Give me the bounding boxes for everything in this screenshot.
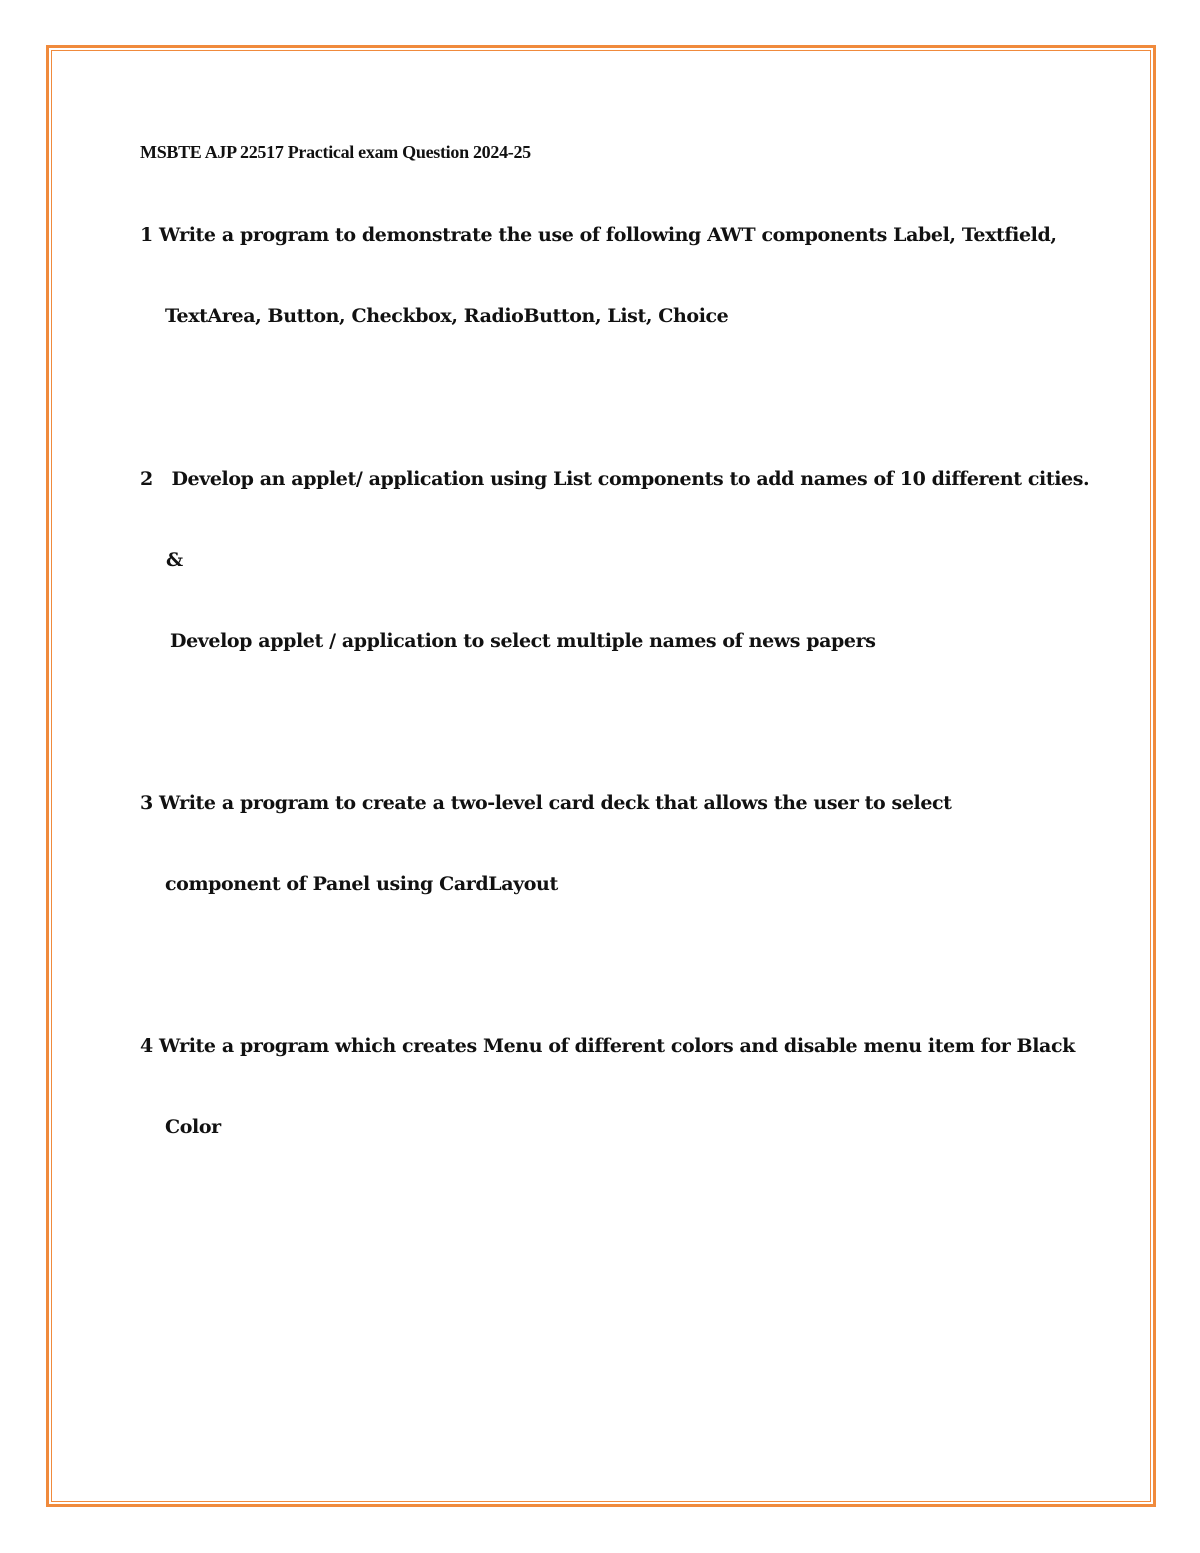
question-2-ampersand: & xyxy=(166,549,183,571)
question-2-line-3: Develop applet / application to select multiple names of news papers xyxy=(170,630,876,652)
document-heading: MSBTE AJP 22517 Practical exam Question 2024-25 xyxy=(140,142,531,162)
question-4-line-2: Color xyxy=(165,1116,221,1138)
page-border-inner xyxy=(51,50,1151,1502)
question-3-line-1: 3 Write a program to create a two-level card deck that allows the user to select xyxy=(140,792,952,814)
question-2-line-1: 2 Develop an applet/ application using List components to add names of 10 different cities. xyxy=(140,468,1090,490)
question-1-line-2: TextArea, Button, Checkbox, RadioButton, List, Choice xyxy=(165,305,729,327)
question-4-line-1: 4 Write a program which creates Menu of different colors and disable menu item for Black xyxy=(140,1035,1075,1057)
question-1-line-1: 1 Write a program to demonstrate the use of following AWT components Label, Textfield, xyxy=(140,224,1057,246)
question-3-line-2: component of Panel using CardLayout xyxy=(165,873,558,895)
